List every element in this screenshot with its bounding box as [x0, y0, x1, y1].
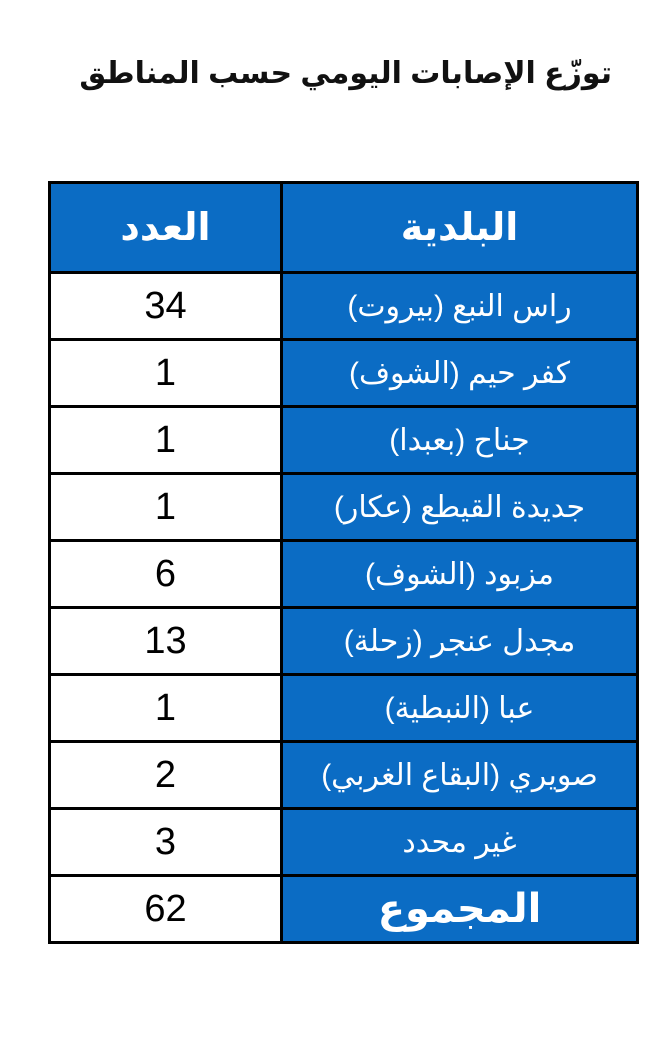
count-cell: 6 — [50, 541, 282, 608]
town-cell: صويري (البقاع الغربي) — [282, 742, 638, 809]
page-title: توزّع الإصابات اليومي حسب المناطق — [79, 57, 612, 90]
count-cell: 1 — [50, 407, 282, 474]
town-cell: عبا (النبطية) — [282, 675, 638, 742]
total-row — [50, 876, 638, 943]
count-cell: 1 — [50, 474, 282, 541]
count-cell: 3 — [50, 809, 282, 876]
town-cell: جناح (بعبدا) — [282, 407, 638, 474]
table-row — [50, 742, 638, 809]
count-cell: 2 — [50, 742, 282, 809]
table-row — [50, 340, 638, 407]
town-cell: كفر حيم (الشوف) — [282, 340, 638, 407]
table-row — [50, 407, 638, 474]
count-cell: 34 — [50, 273, 282, 340]
town-cell: مزبود (الشوف) — [282, 541, 638, 608]
table-row — [50, 474, 638, 541]
town-cell: جديدة القيطع (عكار) — [282, 474, 638, 541]
total-label-cell: المجموع — [282, 876, 638, 943]
count-cell: 13 — [50, 608, 282, 675]
table-row — [50, 541, 638, 608]
count-cell: 1 — [50, 675, 282, 742]
table-row — [50, 675, 638, 742]
table-row — [50, 809, 638, 876]
table-header-row — [50, 183, 638, 273]
count-cell: 1 — [50, 340, 282, 407]
cases-by-region-table — [48, 181, 639, 944]
total-count-cell: 62 — [50, 876, 282, 943]
header-count: العدد — [50, 183, 282, 273]
town-cell: راس النبع (بيروت) — [282, 273, 638, 340]
header-town: البلدية — [282, 183, 638, 273]
town-cell: غير محدد — [282, 809, 638, 876]
table-row — [50, 273, 638, 340]
table-row — [50, 608, 638, 675]
town-cell: مجدل عنجر (زحلة) — [282, 608, 638, 675]
